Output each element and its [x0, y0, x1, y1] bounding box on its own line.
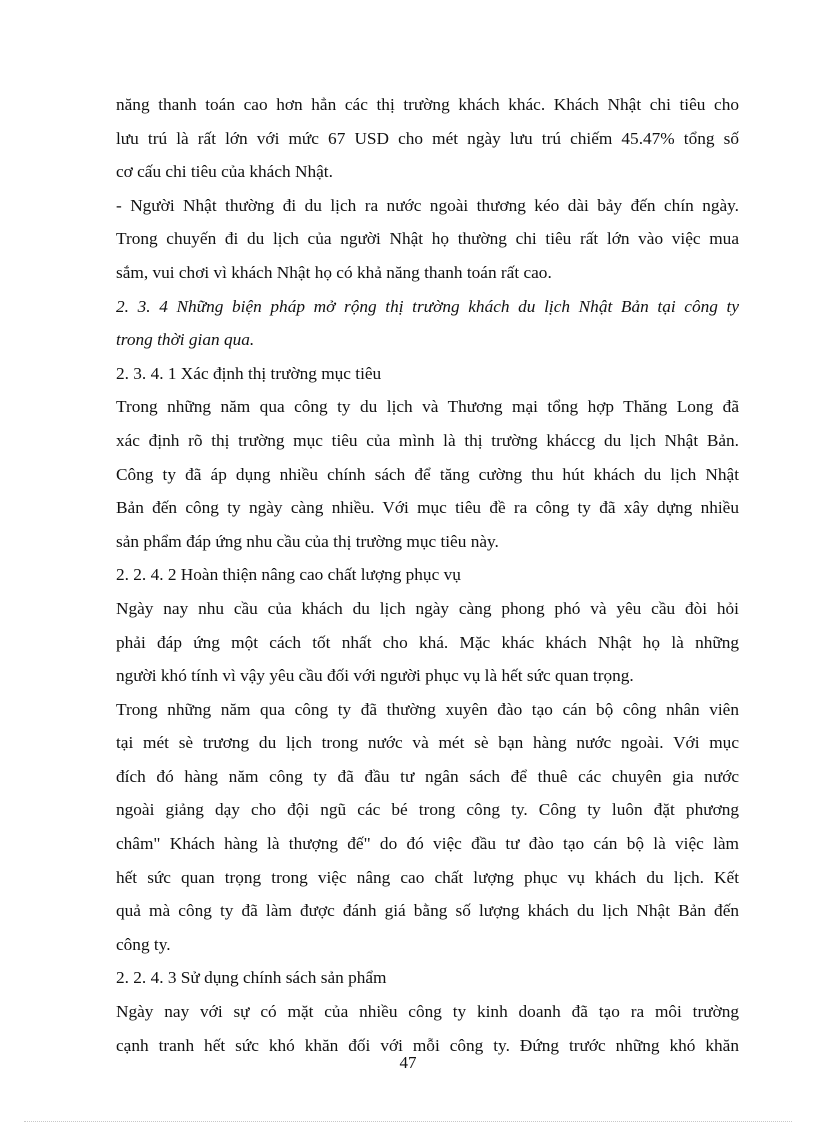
- text-line: Trong những năm qua công ty du lịch và Thương mại tổng hợp Thăng Long đã: [116, 397, 739, 417]
- text-line: phải đáp ứng một cách tốt nhất cho khá. Mặc khác khách Nhật họ là những: [116, 632, 739, 652]
- text-line: hết sức quan trọng trong việc nâng cao chất lượng phục vụ khách du lịch. Kết: [116, 867, 739, 887]
- text-line: cạnh tranh hết sức khó khăn đối với mỗi công ty. Đứng trước những khó khăn: [116, 1035, 739, 1055]
- text-line: Trong những năm qua công ty đã thường xuyên đào tạo cán bộ công nhân viên: [116, 699, 739, 719]
- text-line: xác định rõ thị trường mục tiêu của mình là thị trường kháccg du lịch Nhật Bản.: [116, 430, 739, 450]
- text-line: - Người Nhật thường đi du lịch ra nước ngoài thương kéo dài bảy đến chín ngày.: [116, 195, 739, 215]
- text-line: năng thanh toán cao hơn hẳn các thị trường khách khác. Khách Nhật chi tiêu cho: [116, 95, 739, 114]
- text-line: lưu trú là rất lớn với mức 67 USD cho mét ngày lưu trú chiếm 45.47% tổng số: [116, 128, 739, 148]
- text-line: công ty.: [116, 934, 171, 954]
- text-line: cơ cấu chi tiêu của khách Nhật.: [116, 162, 333, 182]
- text-line: Ngày nay với sự có mặt của nhiều công ty kinh doanh đã tạo ra môi trường: [116, 1002, 739, 1022]
- body-text: [116, 88, 739, 1062]
- subsection-heading: 2. 2. 4. 2 Hoàn thiện nâng cao chất lượng phục vụ: [116, 565, 461, 585]
- text-line: Bản đến công ty ngày càng nhiều. Với mục tiêu đề ra công ty đã xây dựng nhiều: [116, 498, 739, 518]
- text-line: châm" Khách hàng là thượng đế" do đó việc đầu tư đào tạo cán bộ là việc làm: [116, 834, 739, 854]
- page-number: 47: [399, 1053, 417, 1072]
- section-heading-line: trong thời gian qua.: [116, 330, 255, 350]
- text-line: sắm, vui chơi vì khách Nhật họ có khả năng thanh toán rất cao.: [116, 262, 552, 282]
- subsection-heading: 2. 3. 4. 1 Xác định thị trường mục tiêu: [116, 363, 382, 383]
- text-line: Ngày nay nhu cầu của khách du lịch ngày càng phong phó và yêu cầu đòi hỏi: [116, 598, 739, 618]
- text-line: Trong chuyến đi du lịch của người Nhật họ thường chi tiêu rất lớn vào việc mua: [116, 229, 739, 249]
- text-line: Công ty đã áp dụng nhiều chính sách để tăng cường thu hút khách du lịch Nhật: [116, 464, 739, 484]
- page-bottom-divider: [24, 1121, 792, 1122]
- text-line: ngoài giảng dạy cho đội ngũ các bé trong công ty. Công ty luôn đặt phương: [116, 800, 739, 820]
- text-line: người khó tính vì vậy yêu cầu đối với người phục vụ là hết sức quan trọng.: [116, 666, 634, 686]
- text-line: đích đó hàng năm công ty đã đầu tư ngân sách để thuê các chuyên gia nước: [116, 766, 739, 786]
- text-line: tại mét sè trương du lịch trong nước và mét sè bạn hàng nước ngoài. Với mục: [116, 733, 739, 753]
- section-heading-line: 2. 3. 4 Những biện pháp mở rộng thị trường khách du lịch Nhật Bản tại công ty: [116, 296, 739, 316]
- text-line: quả mà công ty đã làm được đánh giá bằng số lượng khách du lịch Nhật Bản đến: [116, 901, 739, 921]
- text-line: sản phẩm đáp ứng nhu cầu của thị trường mục tiêu này.: [116, 531, 499, 551]
- subsection-heading: 2. 2. 4. 3 Sử dụng chính sách sản phẩm: [116, 968, 387, 988]
